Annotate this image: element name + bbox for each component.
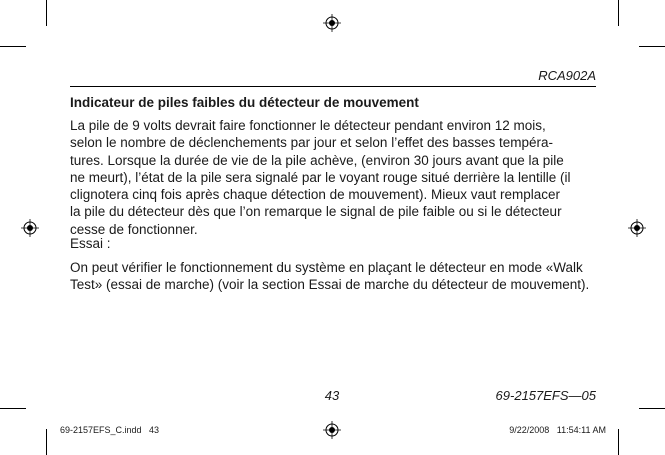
registration-mark-icon bbox=[323, 14, 341, 32]
crop-mark bbox=[618, 429, 619, 455]
crop-mark bbox=[46, 0, 47, 26]
slug-filename: 69-2157EFS_C.indd 43 bbox=[60, 425, 160, 435]
page-number: 43 bbox=[324, 388, 340, 403]
crop-mark bbox=[639, 46, 665, 47]
registration-mark-icon bbox=[628, 219, 646, 237]
crop-mark bbox=[0, 46, 26, 47]
slug-timestamp: 9/22/2008 11:54:11 AM bbox=[509, 425, 606, 435]
document-number: 69-2157EFS—05 bbox=[495, 388, 596, 403]
section-title: Indicateur de piles faibles du détecteur de mouvement bbox=[70, 95, 419, 110]
subheading: Essai : bbox=[70, 236, 111, 251]
body-paragraph: On peut vérifier le fonctionnement du système en plaçant le détecteur en mode «Walk Test» (essai de marche) (voir la section Essai de marche du détecteur de mouvement). bbox=[70, 260, 590, 293]
registration-mark-icon bbox=[21, 219, 39, 237]
model-number: RCA902A bbox=[538, 68, 596, 83]
crop-mark bbox=[46, 429, 47, 455]
registration-mark-icon bbox=[323, 421, 341, 439]
crop-mark bbox=[0, 408, 26, 409]
body-paragraph: La pile de 9 volts devrait faire fonctionner le détecteur pendant environ 12 mois, selon le nombre de déclenchements par jour et selon l’effet des basses tempéra- tures. Lorsque la durée de vie de la pile achève, (environ 30 jours avant que la pile ne meurt), l’état de la pile sera signalé par le voyant rouge situé derrière la lentille (il clignotera cinq fois après chaque détection de mouvement). Mieux vaut remplacer la pile du détecteur dès que l’on remarque le signal de pile faible ou si le détecteur cesse de fonctionner. bbox=[70, 118, 571, 237]
crop-mark bbox=[618, 0, 619, 26]
crop-mark bbox=[639, 408, 665, 409]
header-rule bbox=[70, 86, 596, 87]
